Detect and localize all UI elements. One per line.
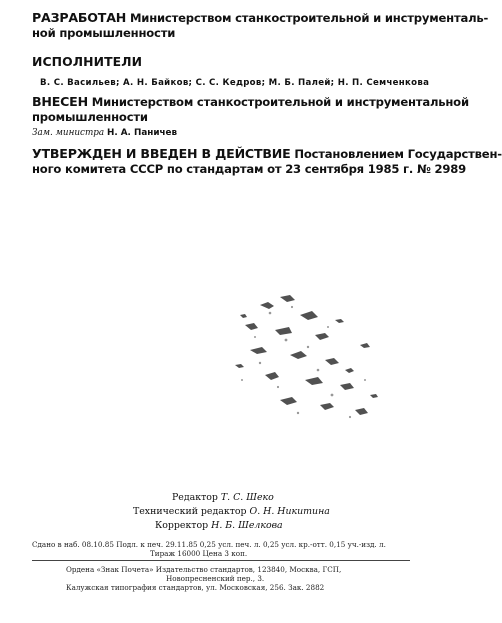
introduced-line2: промышленности: [32, 110, 148, 124]
proofreader-label: Корректор: [155, 520, 209, 531]
credit-proofreader: [155, 519, 283, 533]
deputy-role: Зам. министра: [32, 128, 105, 138]
approved-lead: УТВЕРЖДЕН И ВВЕДЕН В ДЕЙСТВИЕ: [32, 146, 291, 161]
publisher-line2: Новопресненский пер., 3.: [166, 574, 265, 583]
editor-name: Т. С. Шеко: [220, 492, 274, 503]
introduced-paragraph: [32, 94, 469, 125]
deputy-name: Н. А. Паничев: [106, 128, 178, 138]
tech-editor-name: О. Н. Никитина: [249, 506, 330, 517]
editor-label: Редактор: [172, 492, 218, 503]
executors-title: ИСПОЛНИТЕЛИ: [32, 54, 143, 69]
deputy-line: [32, 128, 410, 138]
proofreader-name: Н. Б. Шелкова: [211, 520, 283, 531]
scan-texture-image: [220, 285, 390, 430]
introduced-line1: Министерством станкостроительной и инструментальной: [91, 95, 469, 109]
approved-line1: Постановлением Государствен-: [294, 147, 502, 161]
imprint-line1: Сдано в наб. 08.10.85 Подл. к печ. 29.11.85 0,25 усл. печ. л. 0,25 усл. кр.-отт. 0,15 уч.-изд. л.: [32, 540, 386, 549]
publisher-line3: Калужская типография стандартов, ул. Московская, 256. Зак. 2882: [66, 583, 325, 592]
executors-names: В. С. Васильев; А. Н. Байков; С. С. Кедров; М. Б. Палей; Н. П. Семченкова: [40, 78, 430, 88]
credit-tech-editor: [133, 505, 330, 519]
introduced-lead: ВНЕСЕН: [32, 94, 88, 109]
publisher-line1: Ордена «Знак Почета» Издательство стандартов, 123840, Москва, ГСП,: [66, 565, 342, 574]
developed-line1: Министерством станкостроительной и инструменталь-: [129, 11, 489, 25]
developed-line2: ной промышленности: [32, 26, 176, 40]
tech-editor-label: Технический редактор: [133, 506, 247, 517]
credit-editor: [172, 491, 274, 505]
divider-rule: [32, 560, 410, 561]
imprint-line2: Тираж 16000 Цена 3 коп.: [150, 549, 248, 558]
developed-paragraph: [32, 10, 489, 41]
approved-paragraph: [32, 146, 502, 177]
approved-line2: ного комитета СССР по стандартам от 23 сентября 1985 г. № 2989: [32, 162, 466, 176]
developed-lead: РАЗРАБОТАН: [32, 10, 127, 25]
